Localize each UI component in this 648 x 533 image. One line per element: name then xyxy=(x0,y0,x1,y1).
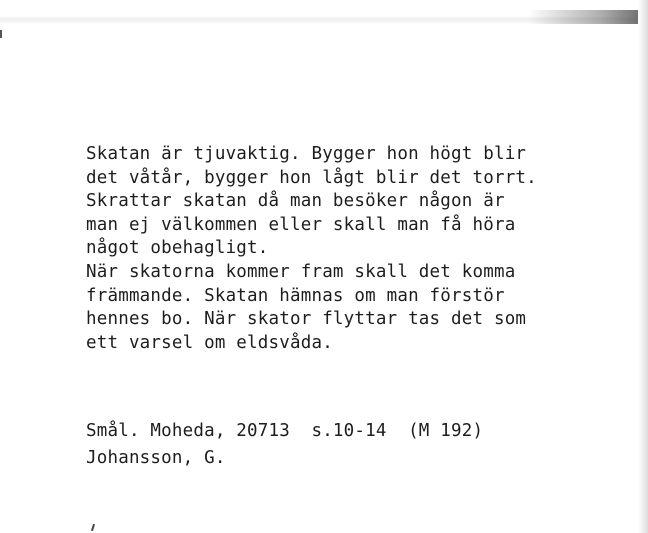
card-body-text xyxy=(86,143,626,355)
source-author-line: Johansson, G. xyxy=(86,448,226,468)
body-line: det våtår, bygger hon lågt blir det torrt. xyxy=(86,167,537,188)
body-line: ett varsel om eldsvåda. xyxy=(86,332,333,353)
body-line: främmande. Skatan hämnas om man förstör xyxy=(86,285,505,306)
card-top-shadow xyxy=(528,10,648,24)
body-line: Skrattar skatan då man besöker någon är xyxy=(86,191,505,212)
body-line: När skatorna kommer fram skall det komma xyxy=(86,261,516,282)
body-line: hennes bo. När skator flyttar tas det som xyxy=(86,309,527,330)
body-line: Skatan är tjuvaktig. Bygger hon högt blir xyxy=(86,144,527,164)
source-location-line: Smål. Moheda, 20713 s.10-14 (M 192) xyxy=(86,421,484,441)
card-right-edge xyxy=(638,0,648,533)
pencil-mark xyxy=(91,524,95,531)
body-line: något obehagligt. xyxy=(86,238,269,259)
edge-mark xyxy=(0,30,2,38)
body-line: man ej välkommen eller skall man få höra xyxy=(86,214,516,235)
source-reference xyxy=(86,418,606,472)
